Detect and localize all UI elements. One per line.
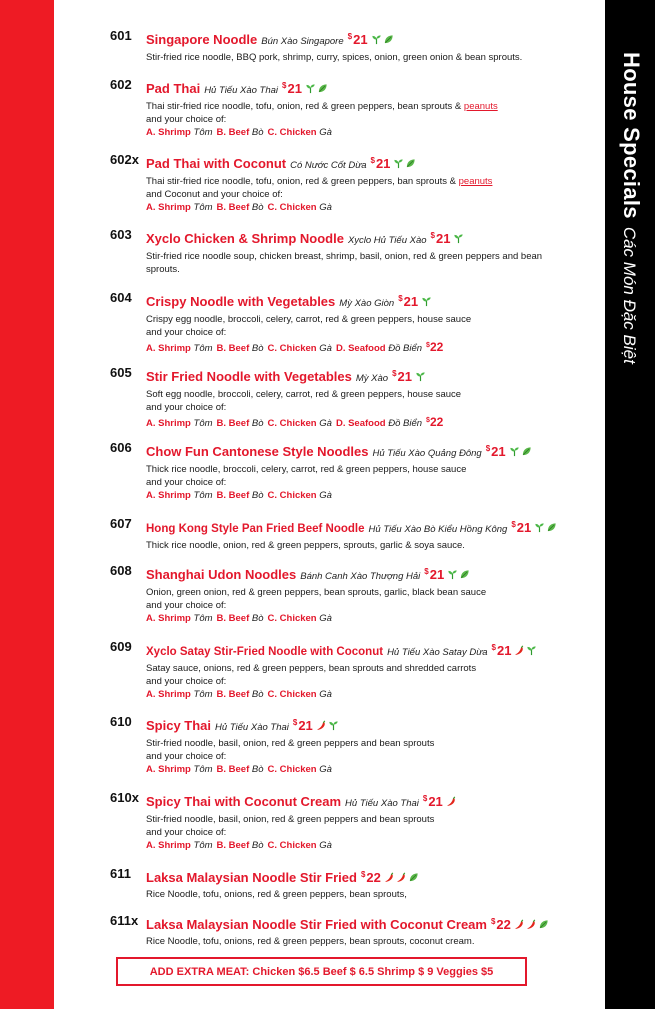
item-number: 604 (110, 290, 132, 305)
item-price-value: 21 (429, 567, 445, 582)
choice-vietnamese: Gà (319, 689, 332, 700)
item-header (146, 77, 570, 100)
choice-price-value: 22 (429, 415, 444, 429)
item-number: 610 (110, 714, 132, 729)
chili-icon (514, 643, 526, 660)
choice-vietnamese: Bò (251, 202, 264, 213)
item-name: Hong Kong Style Pan Fried Beef Noodle (146, 523, 365, 535)
item-diet-icons (384, 870, 420, 888)
choice-vietnamese: Gà (319, 490, 332, 501)
item-description-choice: and your choice of: (146, 827, 227, 838)
item-number: 611 (110, 866, 131, 881)
item-header (146, 28, 570, 51)
item-header (146, 365, 570, 388)
sprout-icon (371, 32, 383, 49)
item-price-value: 21 (516, 520, 532, 535)
menu-item-610x (110, 790, 570, 852)
choice-label: A. Shrimp (146, 840, 191, 851)
menu-item-607 (110, 516, 570, 552)
item-diet-icons (453, 231, 465, 249)
item-description-text: Crispy egg noodle, broccoli, celery, carrot, red & green peppers, house sauce (146, 314, 472, 325)
section-title-vertical (605, 0, 655, 1009)
item-description-text: Thick rice noodle, broccoli, celery, carrot, red & green peppers, house sauce (146, 464, 467, 475)
item-price-value: 22 (366, 870, 381, 885)
choice-vietnamese: Tôm (193, 490, 213, 501)
choice-vietnamese: Bò (251, 418, 264, 429)
item-price: $21 (430, 231, 451, 246)
choice-vietnamese: Bò (251, 689, 264, 700)
item-diet-icons (509, 444, 533, 462)
choice-label: C. Chicken (267, 613, 317, 624)
sprout-icon (415, 369, 427, 386)
choice-label: B. Beef (216, 127, 250, 138)
item-choices (146, 126, 570, 139)
choice-vietnamese: Bò (251, 840, 264, 851)
leaf-icon (408, 870, 420, 887)
item-content (146, 913, 570, 948)
item-header (146, 790, 570, 813)
item-diet-icons (393, 156, 417, 174)
menu-item-602 (110, 77, 570, 139)
leaf-icon (459, 567, 471, 584)
item-price-value: 21 (287, 81, 302, 96)
item-choices (146, 612, 570, 625)
choice-vietnamese: Tôm (193, 202, 213, 213)
item-header (146, 516, 570, 539)
item-description-text: Soft egg noodle, broccoli, celery, carrot, red & green peppers, house sauce (146, 389, 462, 400)
item-diet-icons (316, 718, 340, 736)
item-name: Stir Fried Noodle with Vegetables (146, 369, 352, 384)
choice-label: A. Shrimp (146, 490, 191, 501)
choice-label: B. Beef (216, 343, 250, 354)
choice-vietnamese: Tôm (193, 613, 213, 624)
item-choices (146, 763, 570, 776)
item-price: $22 (490, 917, 511, 932)
choice-vietnamese: Tôm (193, 840, 213, 851)
item-description (146, 662, 570, 688)
chili-icon (384, 870, 396, 887)
choice-vietnamese: Gà (319, 202, 332, 213)
sprout-icon (509, 444, 521, 461)
item-header (146, 639, 570, 662)
item-price: $21 (491, 643, 512, 658)
item-name: Laksa Malaysian Noodle Stir Fried with Coconut Cream (146, 917, 487, 932)
choice-label: C. Chicken (267, 840, 317, 851)
item-price-value: 21 (428, 794, 443, 809)
chili-icon (526, 917, 538, 934)
choice-label: C. Chicken (267, 490, 317, 501)
choice-vietnamese: Đồ Biển (388, 343, 423, 354)
item-number: 607 (110, 516, 132, 531)
item-name: Spicy Thai with Coconut Cream (146, 794, 342, 809)
item-diet-icons (421, 294, 433, 312)
item-vietnamese-name: Hủ Tiếu Xào Quảng Đông (372, 448, 482, 459)
item-diet-icons (514, 643, 538, 661)
item-diet-icons (415, 369, 427, 387)
menu-item-608 (110, 563, 570, 625)
item-number: 609 (110, 639, 132, 654)
item-diet-icons (534, 520, 558, 538)
choice-label: B. Beef (216, 490, 250, 501)
item-content (146, 290, 570, 355)
item-number: 602 (110, 77, 132, 92)
item-vietnamese-name: Hủ Tiếu Xào Thai (215, 722, 289, 733)
item-description (146, 175, 570, 201)
item-price-value: 21 (435, 231, 451, 246)
leaf-icon (383, 32, 395, 49)
item-name: Crispy Noodle with Vegetables (146, 294, 336, 309)
choice-label: C. Chicken (267, 343, 317, 354)
item-vietnamese-name: Bánh Canh Xào Thượng Hải (300, 571, 421, 582)
choice-label: A. Shrimp (146, 418, 191, 429)
item-price-value: 22 (496, 917, 511, 932)
choice-label: C. Chicken (267, 418, 317, 429)
choice-price: $22 (426, 340, 444, 354)
item-number: 610x (110, 790, 139, 805)
item-name: Xyclo Satay Stir-Fried Noodle with Coconut (146, 646, 384, 658)
item-price: $21 (485, 444, 506, 459)
menu-item-603 (110, 227, 570, 276)
item-description (146, 737, 570, 763)
item-name: Laksa Malaysian Noodle Stir Fried (146, 870, 357, 885)
sprout-icon (453, 231, 465, 248)
item-price-value: 21 (403, 294, 419, 309)
choice-label: C. Chicken (267, 202, 317, 213)
item-description (146, 935, 570, 948)
item-choices (146, 201, 570, 214)
choice-label: C. Chicken (267, 689, 317, 700)
item-description-text: Thai stir-fried rice noodle, tofu, onion, red & green peppers, ban sprouts & (146, 176, 459, 187)
item-vietnamese-name: Hủ Tiếu Xào Satay Dừa (387, 647, 488, 658)
item-price-value: 21 (353, 32, 368, 47)
item-name: Xyclo Chicken & Shrimp Noodle (146, 231, 344, 246)
menu-item-601 (110, 28, 570, 64)
choice-vietnamese: Bò (251, 490, 264, 501)
item-price: $21 (422, 794, 443, 809)
item-description-choice: and your choice of: (146, 402, 227, 413)
item-diet-icons (446, 794, 458, 812)
item-number: 608 (110, 563, 132, 578)
choice-vietnamese: Tôm (193, 689, 213, 700)
choice-label: A. Shrimp (146, 764, 191, 775)
choice-price-value: 22 (429, 340, 444, 354)
item-description-text: Onion, green onion, red & green peppers, bean sprouts, garlic, black bean sauce (146, 587, 487, 598)
item-description-choice: and your choice of: (146, 114, 227, 125)
item-choices (146, 339, 570, 355)
item-header (146, 152, 570, 175)
item-description-text: Rice Noodle, tofu, onions, red & green peppers, bean sprouts, coconut cream. (146, 936, 475, 947)
item-name: Pad Thai with Coconut (146, 156, 287, 171)
extra-meat-box: ADD EXTRA MEAT: Chicken $6.5 Beef $ 6.5 Shrimp $ 9 Veggies $5 (116, 957, 527, 986)
menu-item-604 (110, 290, 570, 355)
choice-vietnamese: Bò (251, 613, 264, 624)
item-price-value: 21 (298, 718, 313, 733)
sprout-icon (421, 294, 433, 311)
item-header (146, 227, 570, 250)
item-vietnamese-name: Mỳ Xào Giòn (339, 298, 395, 309)
menu-item-610 (110, 714, 570, 776)
item-name: Shanghai Udon Noodles (146, 567, 297, 582)
item-description (146, 813, 570, 839)
item-description-choice: and Coconut and your choice of: (146, 189, 283, 200)
section-subtitle: Các Món Đặc Biệt (620, 226, 639, 364)
choice-label: A. Shrimp (146, 689, 191, 700)
choice-label: B. Beef (216, 613, 250, 624)
menu-item-611 (110, 866, 570, 901)
item-description-choice: and your choice of: (146, 327, 227, 338)
item-description-choice: and your choice of: (146, 600, 227, 611)
choice-vietnamese: Gà (319, 840, 332, 851)
leaf-icon (546, 520, 558, 537)
item-content (146, 227, 570, 276)
item-vietnamese-name: Có Nước Cốt Dừa (290, 160, 367, 171)
item-price: $21 (370, 156, 391, 171)
item-description (146, 100, 570, 126)
item-content (146, 866, 570, 901)
item-description-choice: and your choice of: (146, 751, 227, 762)
item-content (146, 152, 570, 214)
choice-vietnamese: Gà (319, 613, 332, 624)
choice-label: A. Shrimp (146, 613, 191, 624)
leaf-icon (538, 917, 550, 934)
item-description (146, 388, 570, 414)
item-description-text: Stir-fried noodle, basil, onion, red & green peppers and bean sprouts (146, 814, 435, 825)
item-vietnamese-name: Bún Xào Singapore (261, 36, 344, 47)
item-number: 605 (110, 365, 132, 380)
item-content (146, 365, 570, 430)
item-price: $21 (392, 369, 413, 384)
item-description (146, 586, 570, 612)
item-description-text: Thai stir-fried rice noodle, tofu, onion, red & green peppers, bean sprouts & (146, 101, 464, 112)
choice-label: B. Beef (216, 840, 250, 851)
item-price: $21 (282, 81, 302, 96)
item-name: Spicy Thai (146, 718, 212, 733)
item-vietnamese-name: Hủ Tiếu Xào Thai (345, 798, 419, 809)
item-header (146, 563, 570, 586)
item-price: $21 (398, 294, 419, 309)
sprout-icon (526, 643, 538, 660)
item-description-text: Rice Noodle, tofu, onions, red & green peppers, bean sprouts, (146, 889, 407, 900)
choice-label: D. Seafood (335, 343, 386, 354)
choice-vietnamese: Bò (251, 343, 264, 354)
item-content (146, 790, 570, 852)
item-header (146, 290, 570, 313)
item-diet-icons (371, 32, 395, 50)
sprout-icon (328, 718, 340, 735)
item-description (146, 250, 570, 276)
allergen-link[interactable]: peanuts (463, 101, 498, 112)
item-price-value: 21 (375, 156, 391, 171)
item-choices (146, 688, 570, 701)
item-diet-icons (514, 917, 550, 935)
chili-icon (396, 870, 408, 887)
item-content (146, 440, 570, 502)
allergen-link[interactable]: peanuts (458, 176, 493, 187)
item-diet-icons (305, 81, 329, 99)
choice-label: D. Seafood (335, 418, 386, 429)
choice-vietnamese: Bò (251, 764, 264, 775)
item-vietnamese-name: Mỳ Xào (355, 373, 389, 384)
item-header (146, 866, 570, 888)
choice-label: C. Chicken (267, 127, 317, 138)
left-red-bar (0, 0, 54, 1009)
sprout-icon (393, 156, 405, 173)
leaf-icon (405, 156, 417, 173)
item-number: 601 (110, 28, 132, 43)
menu-item-611x (110, 913, 570, 948)
choice-label: C. Chicken (267, 764, 317, 775)
item-price-value: 21 (496, 643, 512, 658)
menu-item-605 (110, 365, 570, 430)
item-price: $21 (292, 718, 313, 733)
item-number: 603 (110, 227, 132, 242)
sprout-icon (447, 567, 459, 584)
item-choices (146, 489, 570, 502)
choice-label: B. Beef (216, 202, 250, 213)
choice-label: A. Shrimp (146, 202, 191, 213)
choice-label: B. Beef (216, 418, 250, 429)
item-header (146, 714, 570, 737)
choice-vietnamese: Tôm (193, 418, 213, 429)
item-content (146, 77, 570, 139)
choice-vietnamese: Tôm (193, 764, 213, 775)
item-description-text: Stir-fried noodle, basil, onion, red & green peppers and bean sprouts (146, 738, 435, 749)
item-content (146, 563, 570, 625)
menu-item-602x (110, 152, 570, 214)
chili-icon (446, 794, 458, 811)
choice-vietnamese: Gà (319, 764, 332, 775)
item-header (146, 913, 570, 935)
choice-label: A. Shrimp (146, 127, 191, 138)
item-description-choice: and your choice of: (146, 676, 227, 687)
item-price: $21 (347, 32, 368, 47)
item-description (146, 51, 570, 64)
item-content (146, 28, 570, 64)
item-price-value: 21 (491, 444, 506, 459)
item-content (146, 639, 570, 701)
item-price: $22 (360, 870, 381, 885)
choice-vietnamese: Bò (251, 127, 264, 138)
item-number: 611x (110, 913, 139, 928)
item-vietnamese-name: Hủ Tiếu Xào Thai (204, 85, 279, 96)
item-choices (146, 414, 570, 430)
item-number: 606 (110, 440, 132, 455)
item-vietnamese-name: Hủ Tiếu Xào Bò Kiểu Hồng Kông (368, 524, 508, 535)
item-vietnamese-name: Xyclo Hủ Tiếu Xào (347, 235, 427, 246)
item-description (146, 539, 570, 552)
item-description (146, 313, 570, 339)
choice-label: A. Shrimp (146, 343, 191, 354)
choice-vietnamese: Gà (319, 343, 332, 354)
item-description (146, 888, 570, 901)
item-price: $21 (511, 520, 532, 535)
choice-vietnamese: Tôm (193, 343, 213, 354)
choice-label: B. Beef (216, 764, 250, 775)
sprout-icon (534, 520, 546, 537)
item-name: Chow Fun Cantonese Style Noodles (146, 444, 369, 459)
item-price-value: 21 (397, 369, 413, 384)
item-description-choice: and your choice of: (146, 477, 227, 488)
item-name: Singapore Noodle (146, 32, 258, 47)
section-title: House Specials (619, 52, 644, 219)
item-header (146, 440, 570, 463)
item-price: $21 (424, 567, 445, 582)
choice-price: $22 (426, 415, 444, 429)
choice-vietnamese: Tôm (193, 127, 213, 138)
item-diet-icons (447, 567, 471, 585)
item-number: 602x (110, 152, 139, 167)
choice-vietnamese: Gà (319, 418, 332, 429)
item-description (146, 463, 570, 489)
item-choices (146, 839, 570, 852)
leaf-icon (521, 444, 533, 461)
chili-icon (316, 718, 328, 735)
item-content (146, 714, 570, 776)
menu-item-609 (110, 639, 570, 701)
chili-icon (514, 917, 526, 934)
item-name: Pad Thai (146, 81, 201, 96)
choice-vietnamese: Gà (319, 127, 332, 138)
item-description-text: Satay sauce, onions, red & green peppers, bean sprouts and shredded carrots (146, 663, 477, 674)
choice-vietnamese: Đồ Biển (388, 418, 423, 429)
item-content (146, 516, 570, 552)
choice-label: B. Beef (216, 689, 250, 700)
item-description-text: Stir-fried rice noodle soup, chicken breast, shrimp, basil, onion, red & green peppers and bean sprouts. (146, 251, 543, 275)
item-description-text: Thick rice noodle, onion, red & green peppers, sprouts, garlic & soya sauce. (146, 540, 465, 551)
item-description-text: Stir-fried rice noodle, BBQ pork, shrimp, curry, spices, onion, green onion & bean sprouts. (146, 52, 523, 63)
leaf-icon (317, 81, 329, 98)
sprout-icon (305, 81, 317, 98)
menu-item-606 (110, 440, 570, 502)
